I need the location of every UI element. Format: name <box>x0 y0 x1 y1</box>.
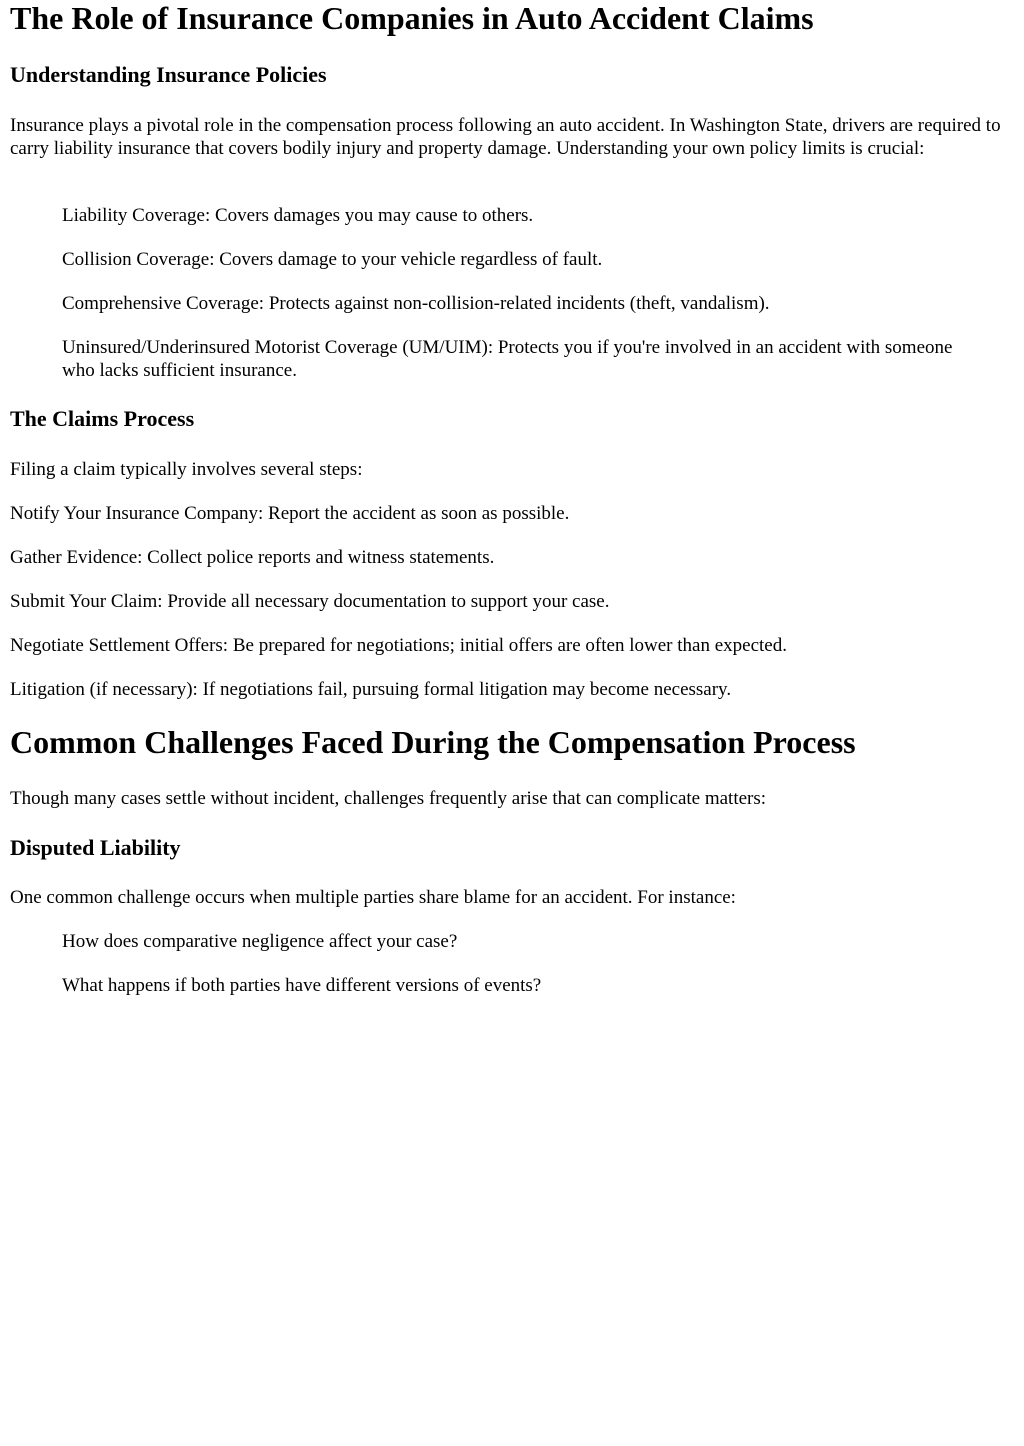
liability-question-item: How does comparative negligence affect your case? <box>62 931 458 952</box>
section-heading-disputed-liability: Disputed Liability <box>10 835 181 860</box>
section-heading-claims-process: The Claims Process <box>10 406 195 431</box>
claims-intro-paragraph: Filing a claim typically involves several steps: <box>10 459 363 480</box>
coverage-list-item: Collision Coverage: Covers damage to your vehicle regardless of fault. <box>62 249 603 270</box>
section-heading-common-challenges: Common Challenges Faced During the Compensation Process <box>10 724 856 760</box>
liability-intro-paragraph: One common challenge occurs when multiple parties share blame for an accident. For instance: <box>10 887 736 908</box>
coverage-list-item: Comprehensive Coverage: Protects against non-collision-related incidents (theft, vandalism). <box>62 293 770 314</box>
section-heading-insurance-policies: Understanding Insurance Policies <box>10 62 327 87</box>
coverage-list-item: Uninsured/Underinsured Motorist Coverage (UM/UIM): Protects you if you're involved in an accident with someone who lacks sufficient insurance. <box>62 337 953 381</box>
claims-step: Litigation (if necessary): If negotiations fail, pursuing formal litigation may become necessary. <box>10 679 732 700</box>
page-title: The Role of Insurance Companies in Auto Accident Claims <box>10 0 814 36</box>
challenges-intro-paragraph: Though many cases settle without incident, challenges frequently arise that can complicate matters: <box>10 788 767 809</box>
liability-question-item: What happens if both parties have different versions of events? <box>62 975 542 996</box>
insurance-intro-paragraph: Insurance plays a pivotal role in the compensation process following an auto accident. In Washington State, drivers are required to carry liability insurance that covers bodily injury and property damage. Understanding your own policy limits is crucial: <box>10 115 1001 159</box>
claims-step: Submit Your Claim: Provide all necessary documentation to support your case. <box>10 591 610 612</box>
claims-step: Negotiate Settlement Offers: Be prepared for negotiations; initial offers are often lower than expected. <box>10 635 787 656</box>
claims-step: Notify Your Insurance Company: Report the accident as soon as possible. <box>10 503 570 524</box>
coverage-list-item: Liability Coverage: Covers damages you may cause to others. <box>62 205 534 226</box>
claims-step: Gather Evidence: Collect police reports and witness statements. <box>10 547 495 568</box>
